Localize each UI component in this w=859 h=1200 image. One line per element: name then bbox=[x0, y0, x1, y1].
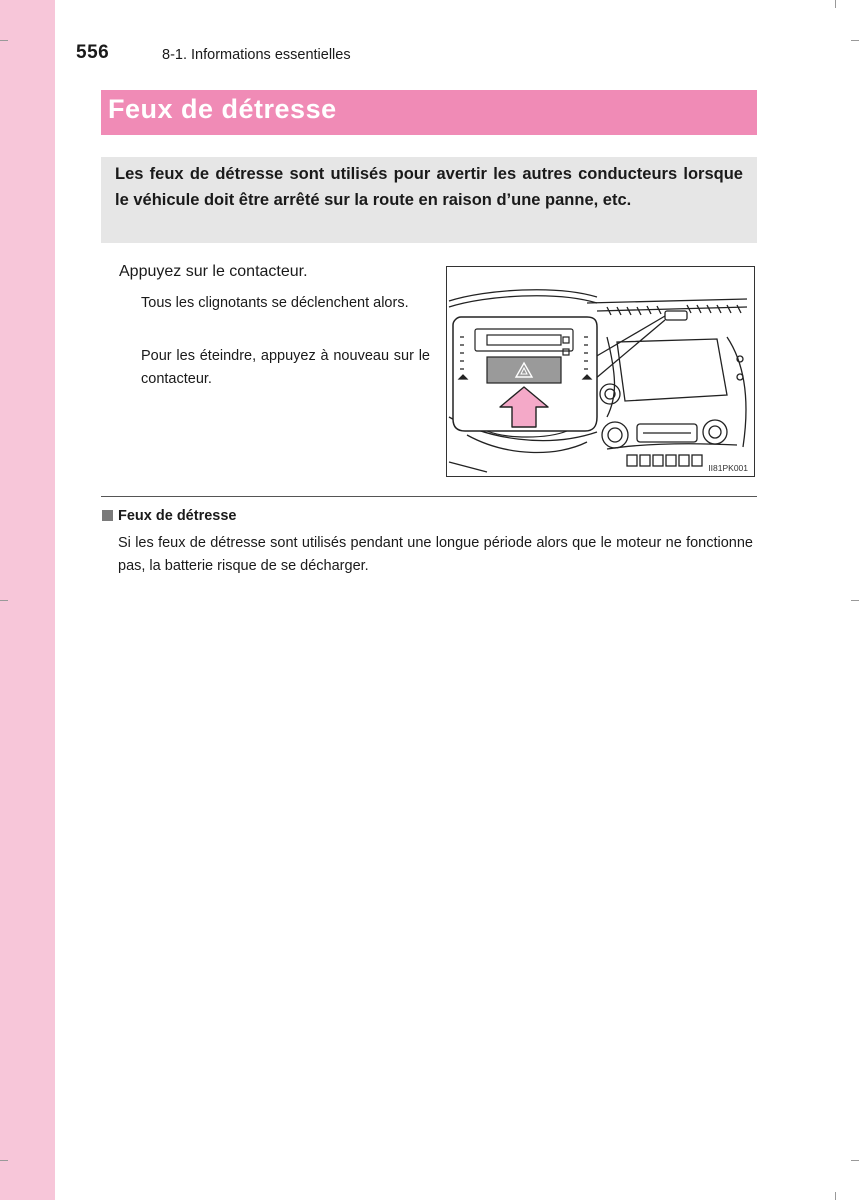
page-number: 556 bbox=[76, 42, 110, 63]
intro-box bbox=[101, 157, 757, 243]
intro-text: Les feux de détresse sont utilisés pour avertir les autres conducteurs lorsque le véhicule doit être arrêté sur la route en raison d’une panne, etc. bbox=[115, 165, 743, 209]
illustration-code: II81PK001 bbox=[708, 463, 748, 473]
crop-mark bbox=[835, 0, 836, 8]
crop-mark bbox=[851, 40, 859, 41]
note-heading bbox=[102, 508, 236, 524]
knob-icon bbox=[600, 384, 620, 404]
instruction-main: Appuyez sur le contacteur. bbox=[119, 263, 308, 280]
page-side-strip bbox=[0, 0, 55, 1200]
bullet-square-icon bbox=[102, 510, 113, 521]
section-divider bbox=[101, 496, 757, 497]
crop-mark bbox=[0, 600, 8, 601]
crop-mark bbox=[851, 1160, 859, 1161]
center-screen-icon bbox=[617, 339, 727, 401]
note-text: Si les feux de détresse sont utilisés pendant une longue période alors que le moteur ne fonctionne pas, la batterie risque de se décharger. bbox=[118, 535, 753, 574]
title-banner bbox=[101, 90, 757, 135]
section-reference: 8-1. Informations essentielles bbox=[162, 47, 351, 63]
crop-mark bbox=[0, 1160, 8, 1161]
instruction-sub-2: Pour les éteindre, appuyez à nouveau sur le contacteur. bbox=[141, 348, 430, 387]
knob-icon bbox=[703, 420, 727, 444]
page-title: Feux de détresse bbox=[108, 94, 337, 124]
button-row-icon bbox=[627, 455, 702, 466]
crop-mark bbox=[851, 600, 859, 601]
dashboard-drawing bbox=[447, 267, 754, 476]
hazard-button-icon bbox=[487, 357, 561, 383]
note-heading-text: Feux de détresse bbox=[118, 508, 237, 524]
hazard-switch-illustration bbox=[446, 266, 755, 477]
knob-icon bbox=[602, 422, 628, 448]
crop-mark bbox=[835, 1192, 836, 1200]
crop-mark bbox=[0, 40, 8, 41]
dash-hazard-switch-icon bbox=[665, 311, 687, 320]
instruction-sub-1: Tous les clignotants se déclenchent alors. bbox=[141, 295, 409, 311]
